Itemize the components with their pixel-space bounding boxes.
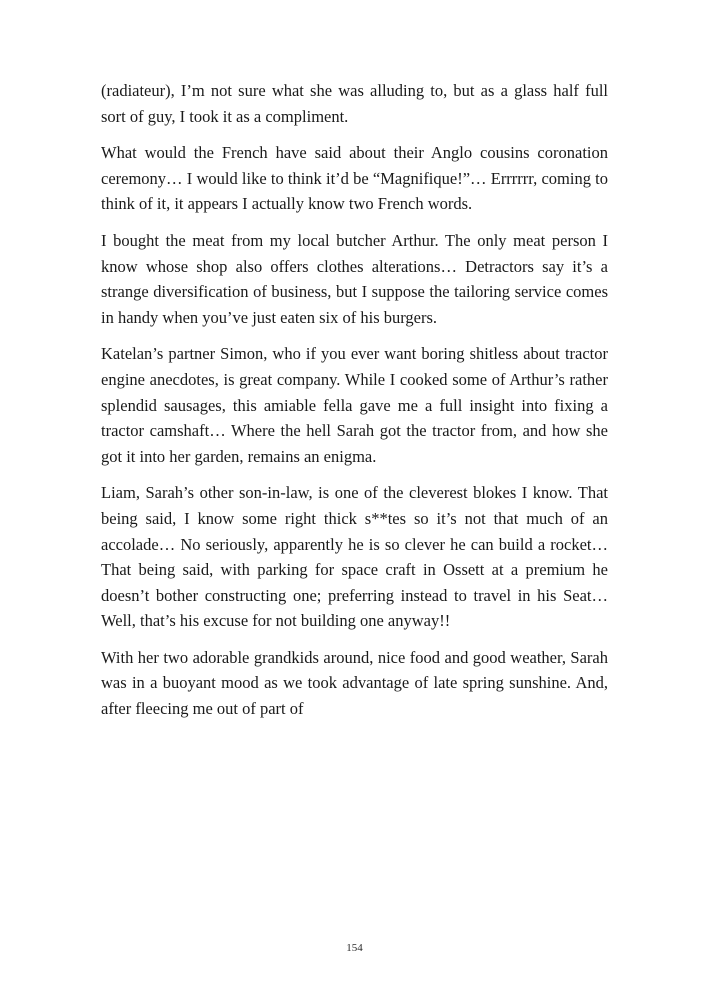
body-text-column	[101, 78, 608, 722]
paragraph: With her two adorable grandkids around, nice food and good weather, Sarah was in a buoyant mood as we took advantage of late spring sunshine. And, after fleecing me out of part of	[101, 647, 608, 719]
paragraph: I bought the meat from my local butcher Arthur. The only meat person I know whose shop also offers clothes alterations… Detractors say it’s a strange diversification of business, but I suppose the tailoring service comes in handy when you’ve just eaten six of his burgers.	[101, 230, 608, 327]
paragraph: What would the French have said about their Anglo cousins coronation ceremony… I would like to think it’d be “Magnifique!”… Errrrrr, coming to think of it, it appears I actually know two French words.	[101, 143, 608, 214]
paragraph: Liam, Sarah’s other son-in-law, is one of the cleverest blokes I know. That being said, I know some right thick s**tes so it’s not that much of an accolade… No seriously, apparently he is so clever he can build a rocket… That being said, with parking for space craft in Ossett at a premium he doesn’t bother constructing one; preferring instead to travel in his Seat… Well, that’s his excuse for not building one anyway!!	[101, 483, 608, 631]
paragraph: Katelan’s partner Simon, who if you ever want boring shitless about tractor engine anecdotes, is great company. While I cooked some of Arthur’s rather splendid sausages, this amiable fella gave me a full insight into fixing a tractor camshaft… Where the hell Sarah got the tractor from, and how she got it into her garden, remains an enigma.	[101, 344, 608, 466]
page-number: 154	[346, 942, 363, 954]
paragraph: (radiateur), I’m not sure what she was alluding to, but as a glass half full sort of guy, I took it as a compliment.	[101, 81, 608, 126]
